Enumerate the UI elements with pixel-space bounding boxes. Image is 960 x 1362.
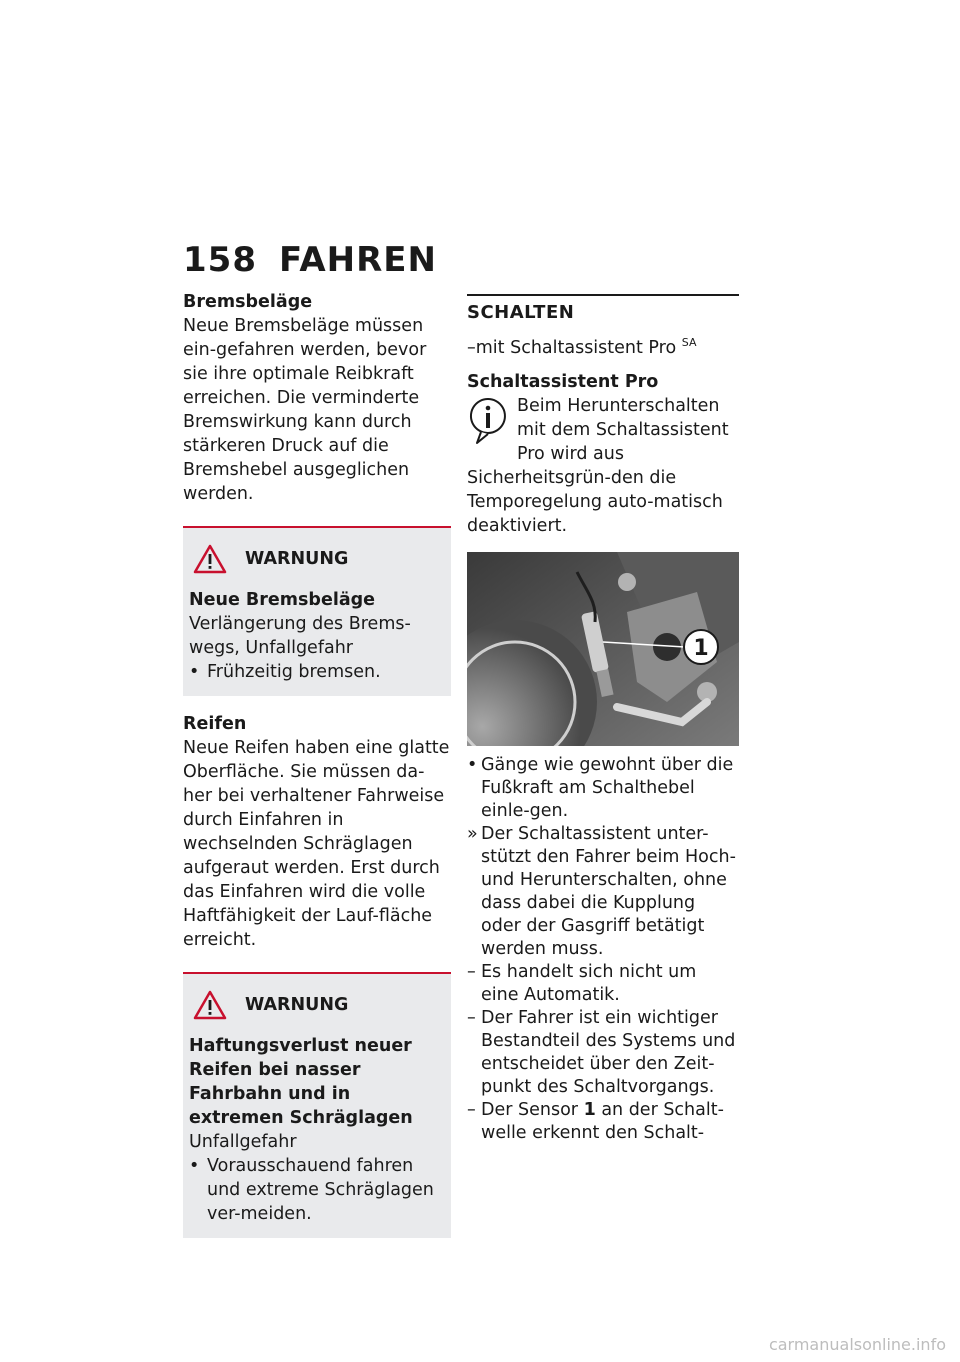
warning-triangle-icon: [193, 990, 227, 1020]
warning-title: [189, 544, 445, 574]
list-item: [467, 1099, 739, 1145]
info-icon: [467, 396, 509, 446]
right-column: [467, 290, 739, 1145]
list-text: Der Schaltassistent unter-stützt den Fahrer beim Hoch- und Herunterschalten, ohne dass dabei die Kupplung oder der Gasgriff betätigt werden muss.: [481, 823, 736, 959]
warning-bullet: [189, 660, 445, 684]
section-heading-schalten: SCHALTEN: [467, 294, 739, 323]
tires-text: Neue Reifen haben eine glatte Oberfläche. Sie müssen da-her bei verhaltener Fahrweise durch Einfahren in wechselnden Schräglagen aufgeraut werden. Erst durch das Einfahren wird die volle Haftfähigkeit der Lauf-fläche erreicht.: [183, 738, 450, 950]
list-item: [467, 1007, 739, 1099]
list-text: Gänge wie gewohnt über die Fußkraft am Schalthebel einle-gen.: [481, 754, 734, 821]
list-text-post: an der Schalt-welle erkennt den Schalt-: [481, 1099, 724, 1143]
warning-triangle-icon: [193, 544, 227, 574]
shift-sensor-photo: [467, 552, 739, 746]
warning-bullet-text: Vorausschauend fahren und extreme Schräglagen ver-meiden.: [207, 1156, 434, 1224]
list-item: [467, 823, 739, 961]
section-title: Schaltassistent Pro: [467, 371, 659, 392]
page-number: 158: [183, 240, 257, 280]
list-text: Der Fahrer ist ein wichtiger Bestandteil des Systems und entscheidet über den Zeit-punkt des Schaltvorgangs.: [481, 1007, 736, 1097]
info-text: Beim Herunterschalten mit dem Schaltassistent Pro wird aus Sicherheitsgrün-den die Temporegelung auto-matisch deaktiviert.: [467, 395, 729, 536]
bullet-marker: •: [189, 662, 200, 682]
bullet-marker: •: [189, 1156, 200, 1176]
brake-text: Neue Bremsbeläge müssen ein-gefahren werden, bevor sie ihre optimale Reibkraft erreichen. Die verminderte Bremswirkung kann durch stärkeren Druck auf die Bremshebel ausgeglichen werden.: [183, 316, 427, 504]
page-header: [183, 240, 437, 280]
option-text: –mit Schaltassistent Pro: [467, 337, 677, 358]
option-sup: SA: [681, 336, 697, 349]
warning-heading: Neue Bremsbeläge: [189, 590, 376, 610]
list-item: [467, 754, 739, 823]
warning-text: Verlängerung des Brems-wegs, Unfallgefahr: [189, 614, 411, 658]
brake-title: Bremsbeläge: [183, 292, 313, 312]
chapter-title: FAHREN: [279, 240, 437, 280]
warning-heading: Haftungsverlust neuer Reifen bei nasser Fahrbahn und in extremen Schräglagen: [189, 1036, 413, 1128]
list-item: [467, 961, 739, 1007]
list-marker: »: [467, 823, 478, 844]
warning-box-brakes: [183, 526, 451, 696]
callout-number: 1: [693, 635, 709, 661]
list-marker: –: [467, 961, 476, 982]
left-column: [183, 290, 451, 1254]
warning-label: WARNUNG: [245, 549, 349, 569]
list-marker: –: [467, 1007, 476, 1028]
warning-label: WARNUNG: [245, 995, 349, 1015]
instruction-list: [467, 754, 739, 1145]
info-note: [467, 394, 739, 538]
brake-section: [183, 290, 451, 506]
warning-text: Unfallgefahr: [189, 1132, 297, 1152]
list-marker: •: [467, 754, 478, 775]
watermark: carmanualsonline.info: [768, 1335, 946, 1354]
tires-section: [183, 712, 451, 952]
sensor-reference: 1: [583, 1099, 596, 1120]
warning-bullet-text: Frühzeitig bremsen.: [207, 662, 381, 682]
list-text-pre: Der Sensor: [481, 1099, 584, 1120]
list-marker: –: [467, 1099, 476, 1120]
option-line: [467, 331, 739, 360]
warning-box-tires: [183, 972, 451, 1238]
list-text: [481, 1099, 739, 1145]
tires-title: Reifen: [183, 714, 247, 734]
list-text: Es handelt sich nicht um eine Automatik.: [481, 961, 697, 1005]
warning-bullet: [189, 1154, 445, 1226]
warning-title: [189, 990, 445, 1020]
